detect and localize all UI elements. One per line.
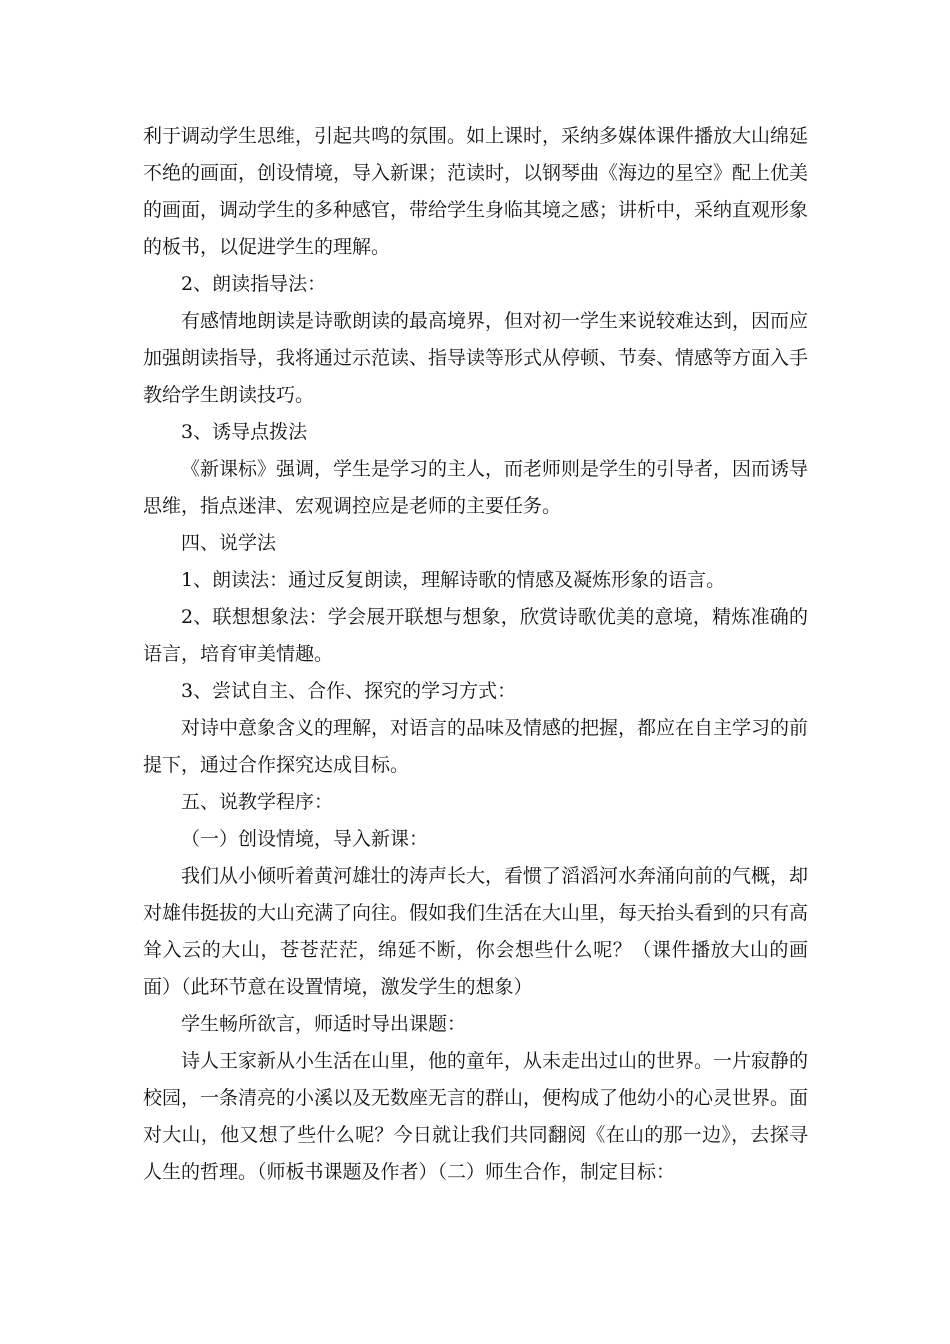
- paragraph-2: 2、朗读指导法：: [181, 273, 327, 295]
- paragraph-3: 有感情地朗读是诗歌朗读的最高境界，但对初一学生来说较难达到，因而应加强朗读指导，我将通过示范读、指导读等形式从停顿、节奏、情感等方面入手教给学生朗读技巧。: [143, 310, 809, 406]
- paragraph-8: 2、联想想象法：学会展开联想与想象，欣赏诗歌优美的意境，精炼准确的语言，培育审美情趣。: [143, 606, 808, 665]
- document-page: [143, 118, 808, 1191]
- paragraph-10: 对诗中意象含义的理解，对语言的品味及情感的把握，都应在自主学习的前提下，通过合作探究达成目标。: [143, 717, 809, 776]
- paragraph-14: 学生畅所欲言，师适时导出课题：: [181, 1013, 467, 1035]
- paragraph-6: 四、说学法: [181, 532, 277, 554]
- paragraph-12: （一）创设情境，导入新课：: [181, 828, 429, 850]
- paragraph-13: 我们从小倾听着黄河雄壮的涛声长大，看惯了滔滔河水奔涌向前的气概，却对雄伟挺拔的大山充满了向往。假如我们生活在大山里，每天抬头看到的只有高耸入云的大山，苍苍茫茫，绵延不断，你会想些什么呢？（课件播放大山的画面）（此环节意在设置情境，激发学生的想象）: [143, 865, 809, 998]
- paragraph-7: 1、朗读法：通过反复朗读，理解诗歌的情感及凝炼形象的语言。: [181, 569, 726, 591]
- paragraph-15: 诗人王家新从小生活在山里，他的童年，从未走出过山的世界。一片寂静的校园，一条清亮的小溪以及无数座无言的群山，便构成了他幼小的心灵世界。面对大山，他又想了些什么呢？今日就让我们共同翻阅《在山的那一边》，去探寻人生的哲理。（师板书课题及作者）（二）师生合作，制定目标：: [143, 1050, 809, 1183]
- paragraph-4: 3、诱导点拨法: [181, 421, 308, 443]
- paragraph-9: 3、尝试自主、合作、探究的学习方式：: [181, 680, 517, 702]
- paragraph-11: 五、说教学程序：: [181, 791, 334, 813]
- paragraph-1: 利于调动学生思维，引起共鸣的氛围。如上课时，采纳多媒体课件播放大山绵延不绝的画面，创设情境，导入新课；范读时，以钢琴曲《海边的星空》配上优美的画面，调动学生的多种感官，带给学生身临其境之感；讲析中，采纳直观形象的板书，以促进学生的理解。: [143, 125, 809, 258]
- paragraph-5: 《新课标》强调，学生是学习的主人，而老师则是学生的引导者，因而诱导思维，指点迷津、宏观调控应是老师的主要任务。: [143, 458, 809, 517]
